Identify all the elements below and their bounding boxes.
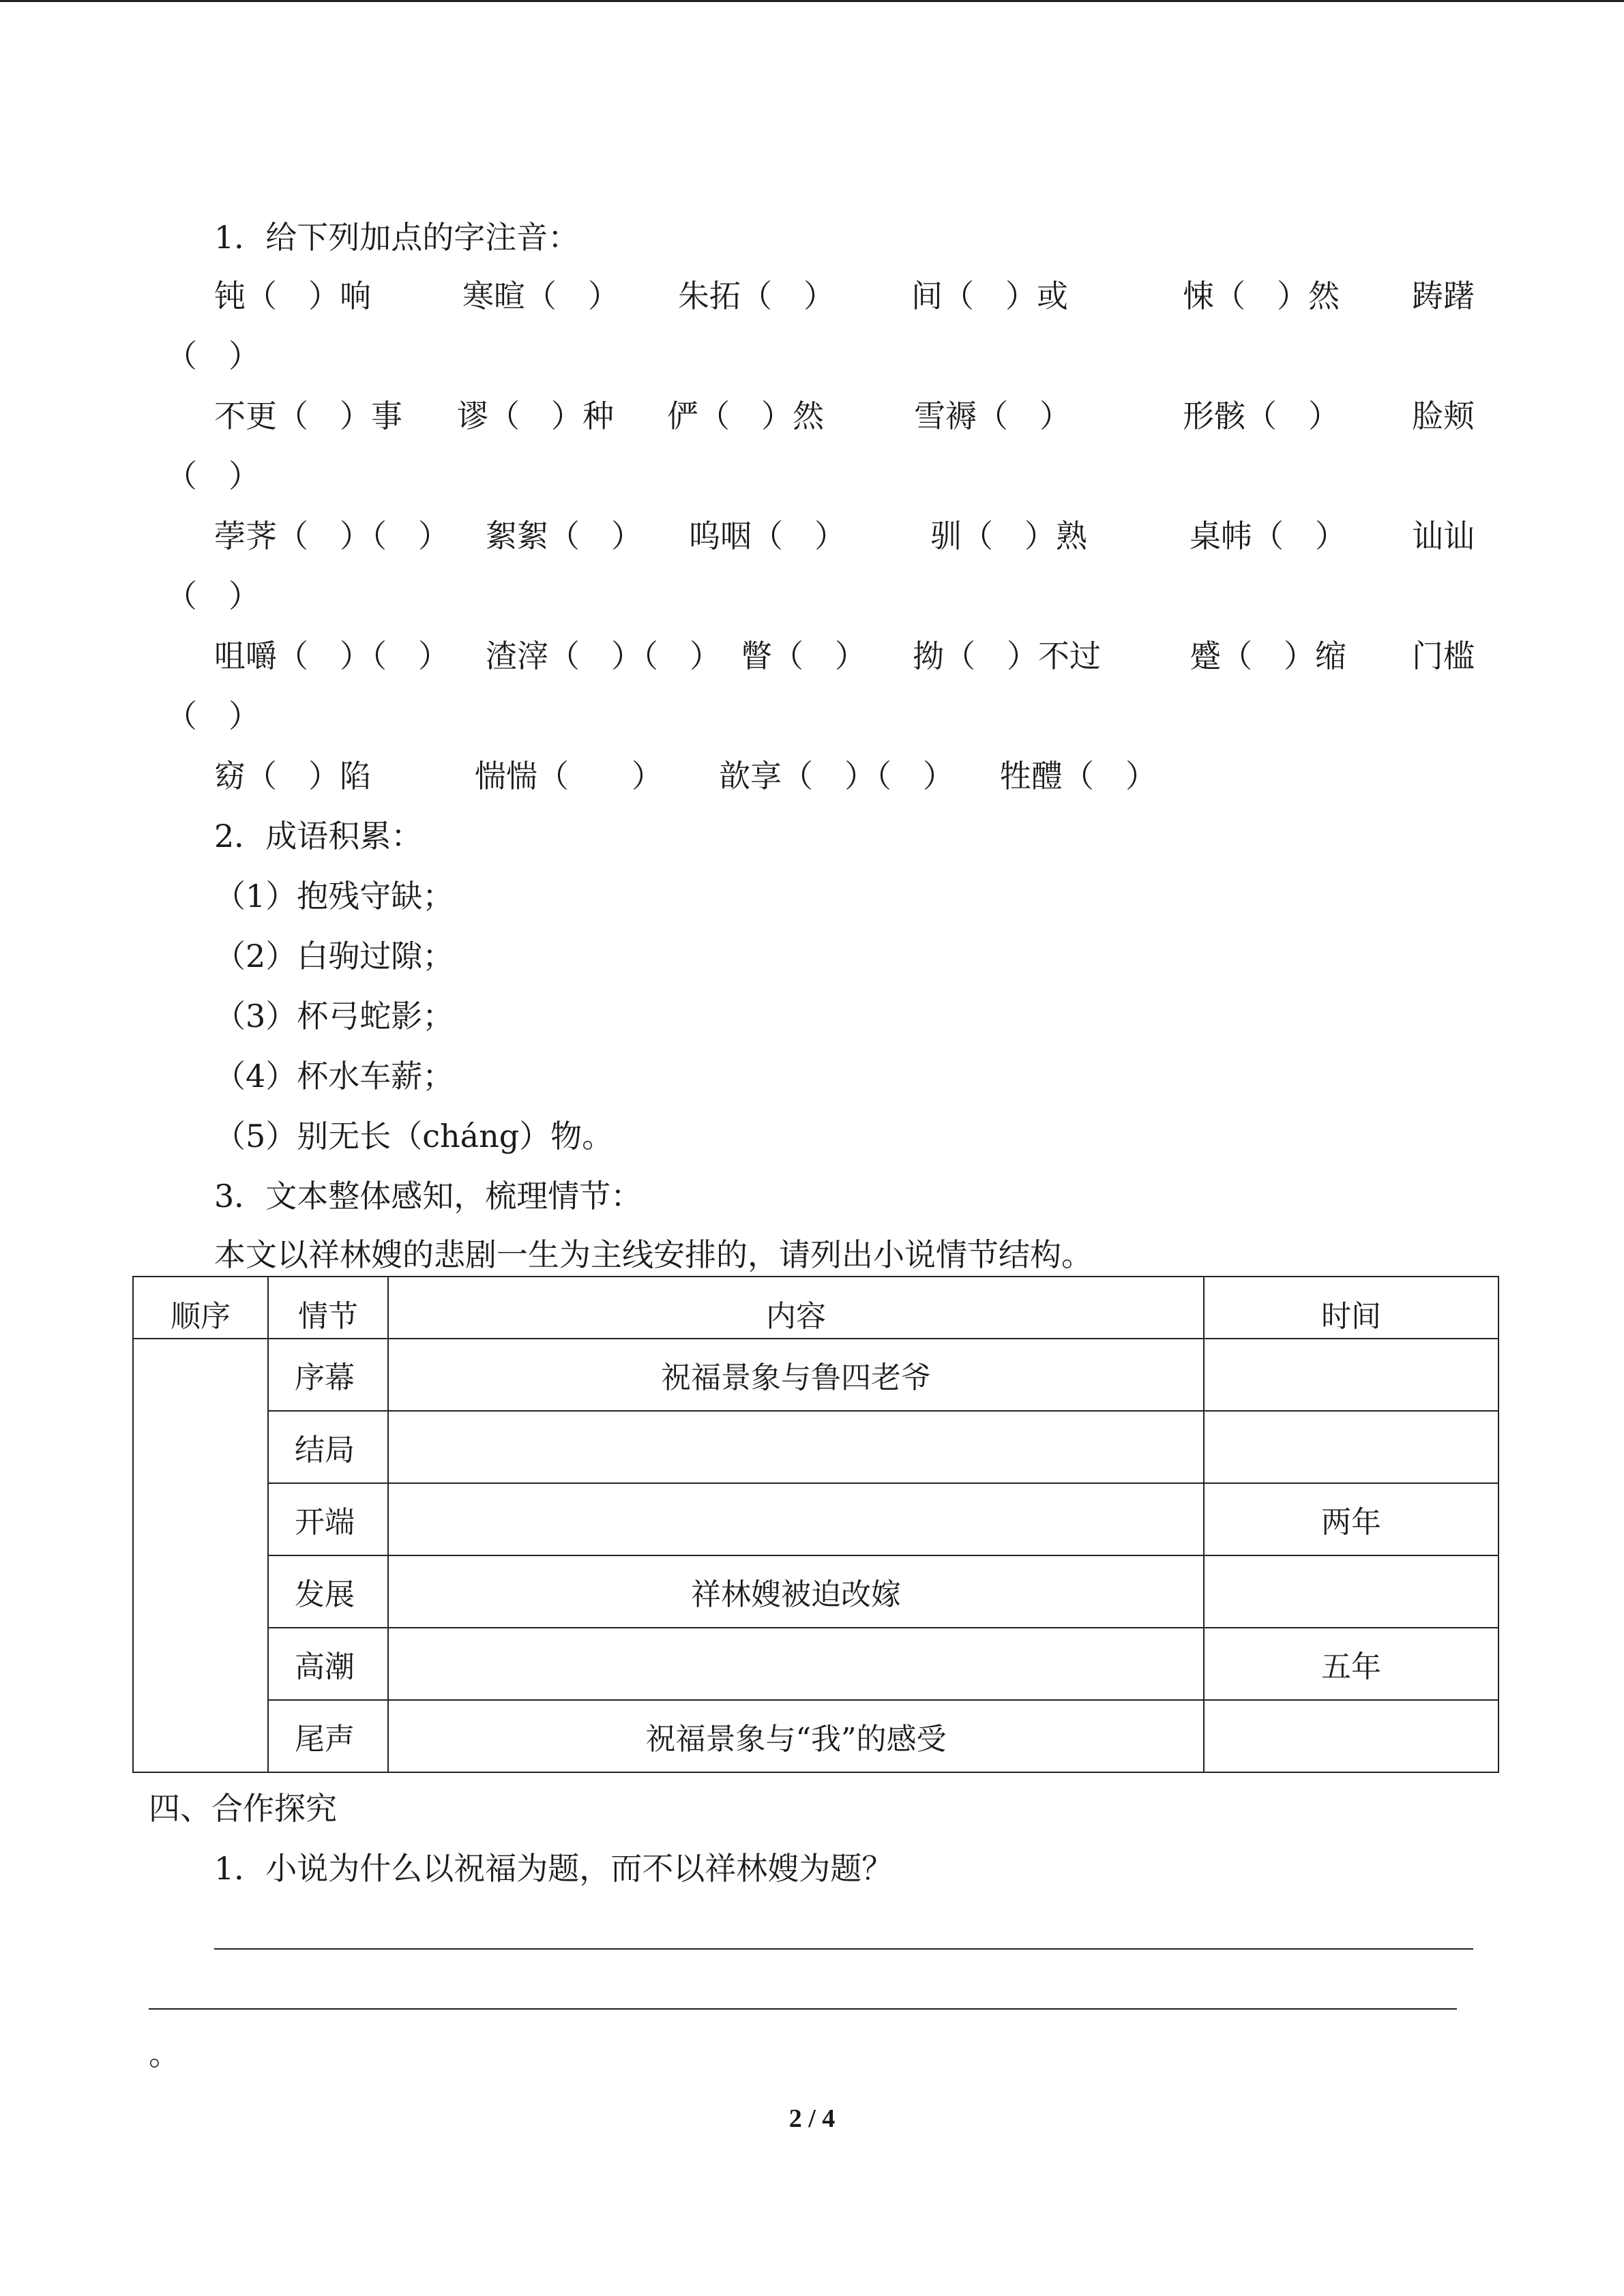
- answer-line-1[interactable]: [214, 1948, 1473, 1950]
- q1-row2-item-5: 形骸（ ）: [1183, 398, 1340, 434]
- time-cell: [1204, 1700, 1498, 1772]
- q1-row4-item-4: 拗（ ）不过: [913, 638, 1101, 674]
- q1-row1-item-1: 钝（ ）响: [214, 278, 371, 314]
- content-cell: [388, 1411, 1204, 1483]
- q1-row1-item-3: 朱拓（ ）: [678, 278, 835, 314]
- answer-end-mark: 。: [149, 2036, 180, 2072]
- content-cell: 祝福景象与鲁四老爷: [388, 1339, 1204, 1411]
- header-time: 时间: [1204, 1277, 1498, 1339]
- q1-row4-item-2: 渣滓（ ）（ ）: [486, 638, 721, 674]
- q1-row1-item-2: 寒暄（ ）: [462, 278, 619, 314]
- q1-row1-item-5: 悚（ ）然: [1183, 278, 1340, 314]
- q1-row4-item-3: 瞥（ ）: [741, 638, 866, 674]
- q1-row1-item-6: 踌躇: [1412, 278, 1475, 314]
- stage-cell: 结局: [268, 1411, 388, 1483]
- q1-row-5: [214, 757, 1476, 795]
- header-content: 内容: [388, 1277, 1204, 1339]
- q1-row2-item-1: 不更（ ）事: [214, 398, 402, 434]
- time-cell: 五年: [1204, 1628, 1498, 1700]
- time-cell: [1204, 1339, 1498, 1411]
- q2-item-1: （1）抱残守缺；: [214, 878, 454, 914]
- content-cell: 祥林嫂被迫改嫁: [388, 1555, 1204, 1628]
- q1-row3-item-4: 驯（ ）熟: [930, 518, 1087, 554]
- q1-row5-item-4: 牲醴（ ）: [1000, 758, 1157, 794]
- page-top-border: [0, 0, 1624, 2]
- q1-row1-wrap: （ ）: [166, 338, 260, 374]
- q3-title: 3．文本整体感知，梳理情节：: [214, 1178, 643, 1214]
- content-cell: [388, 1628, 1204, 1700]
- header-order: 顺序: [133, 1277, 268, 1339]
- table-row: [133, 1339, 1498, 1411]
- q1-row4-item-1: 咀嚼（ ）（ ）: [214, 638, 449, 674]
- q2-item-2: （2）白驹过隙；: [214, 938, 454, 974]
- stage-cell: 开端: [268, 1483, 388, 1555]
- q1-row5-item-1: 窈（ ）陷: [214, 758, 371, 794]
- order-cell-empty: [133, 1339, 268, 1772]
- q1-row2-item-2: 谬（ ）种: [457, 398, 614, 434]
- time-cell: 两年: [1204, 1483, 1498, 1555]
- time-cell: [1204, 1555, 1498, 1628]
- q1-row3-item-1: 荸荠（ ）（ ）: [214, 518, 449, 554]
- q1-title: 1．给下列加点的字注音：: [214, 219, 580, 256]
- table-row: [133, 1628, 1498, 1700]
- page-number: 2 / 4: [788, 2104, 836, 2133]
- q2-item-4: （4）杯水车薪；: [214, 1058, 454, 1094]
- q1-row3-wrap: （ ）: [166, 578, 260, 614]
- q1-row2-item-3: 俨（ ）然: [667, 398, 824, 434]
- table-header-row: [133, 1277, 1498, 1339]
- q1-row-2: [214, 397, 1476, 435]
- q1-row5-item-3: 歆享（ ）（ ）: [719, 758, 954, 794]
- section4-question-1: 1．小说为什么以祝福为题，而不以祥林嫂为题？: [214, 1850, 894, 1887]
- q1-row4-wrap: （ ）: [166, 698, 260, 734]
- q1-row3-item-6: 讪讪: [1412, 518, 1475, 554]
- table-row: [133, 1555, 1498, 1628]
- table-row: [133, 1700, 1498, 1772]
- q1-row-4: [214, 637, 1476, 675]
- q1-row-3: [214, 517, 1476, 555]
- header-stage: 情节: [268, 1277, 388, 1339]
- q1-row4-item-6: 门槛: [1412, 638, 1475, 674]
- stage-cell: 序幕: [268, 1339, 388, 1411]
- q1-row2-item-4: 雪褥（ ）: [914, 398, 1071, 434]
- q2-title: 2．成语积累：: [214, 818, 423, 854]
- stage-cell: 尾声: [268, 1700, 388, 1772]
- stage-cell: 高潮: [268, 1628, 388, 1700]
- q1-row4-item-5: 蹙（ ）缩: [1190, 638, 1346, 674]
- q1-row1-item-4: 间（ ）或: [911, 278, 1068, 314]
- content-cell: 祝福景象与“我”的感受: [388, 1700, 1204, 1772]
- table-row: [133, 1483, 1498, 1555]
- plot-structure-table: [132, 1276, 1499, 1773]
- content-cell: [388, 1483, 1204, 1555]
- q1-row3-item-3: 呜咽（ ）: [689, 518, 846, 554]
- table-row: [133, 1411, 1498, 1483]
- stage-cell: 发展: [268, 1555, 388, 1628]
- q2-item-3: （3）杯弓蛇影；: [214, 998, 454, 1034]
- section4-heading: 四、合作探究: [149, 1790, 337, 1827]
- q1-row3-item-5: 桌帏（ ）: [1190, 518, 1346, 554]
- time-cell: [1204, 1411, 1498, 1483]
- q1-row2-item-6: 脸颊: [1412, 398, 1475, 434]
- q1-row-1: [214, 277, 1476, 315]
- answer-line-2[interactable]: [149, 2008, 1457, 2010]
- q3-description: 本文以祥林嫂的悲剧一生为主线安排的，请列出小说情节结构。: [214, 1236, 1093, 1273]
- q2-item-5: （5）别无长（cháng）物。: [214, 1118, 614, 1154]
- q1-row2-wrap: （ ）: [166, 458, 260, 494]
- q1-row5-item-2: 惴惴（ ）: [475, 758, 663, 794]
- q1-row3-item-2: 絮絮（ ）: [486, 518, 643, 554]
